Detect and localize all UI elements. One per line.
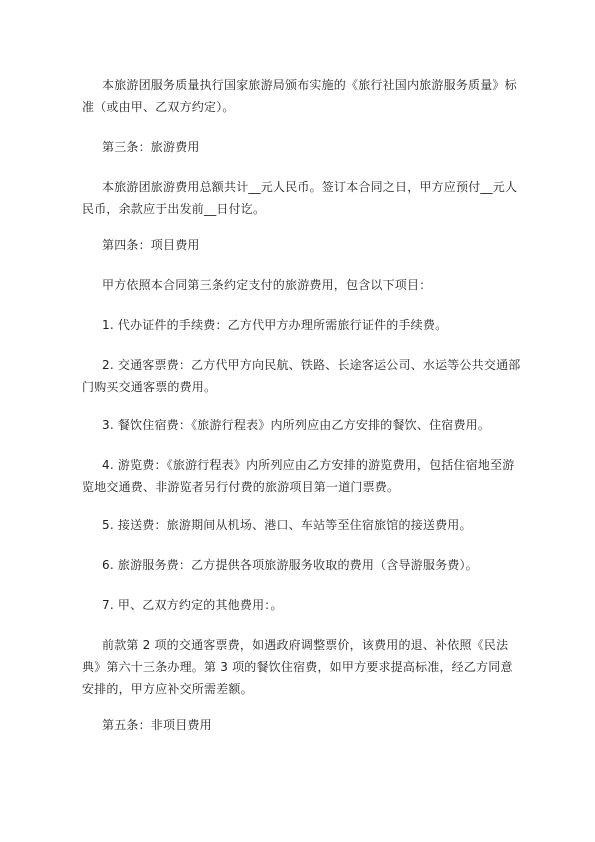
list-item-6: 6. 旅游服务费：乙方提供各项旅游服务收取的费用（含导游服务费）。 [102, 558, 478, 572]
paragraph-items-intro: 甲方依照本合同第三条约定支付的旅游费用，包含以下项目： [102, 278, 432, 292]
heading-article-3: 第三条：旅游费用 [102, 140, 200, 154]
list-item-2: 2. 交通客票费：乙方代甲方向民航、铁路、长途客运公司、水运等公共交通部门购买交通客票的费用。 [82, 358, 521, 394]
heading-article-4: 第四条：项目费用 [102, 238, 200, 252]
list-item-5: 5. 接送费：旅游期间从机场、港口、车站等至住宿旅馆的接送费用。 [102, 518, 472, 532]
heading-article-5: 第五条：非项目费用 [102, 718, 212, 732]
paragraph-travel-fee: 本旅游团旅游费用总额共计__元人民币。签订本合同之日，甲方应预付__元人民币，余款应于出发前__日付讫。 [82, 180, 518, 216]
list-item-4: 4. 游览费：《旅游行程表》内所列应由乙方安排的游览费用，包括住宿地至游览地交通费、非游览者另行付费的旅游项目第一道门票费。 [82, 458, 515, 494]
paragraph-quality-standard: 本旅游团服务质量执行国家旅游局颁布实施的《旅行社国内旅游服务质量》标准（或由甲、乙双方约定）。 [82, 78, 517, 114]
list-item-3: 3. 餐饮住宿费：《旅游行程表》内所列应由乙方安排的餐饮、住宿费用。 [102, 418, 491, 432]
list-item-7: 7. 甲、乙双方约定的其他费用：。 [102, 598, 283, 612]
list-item-1: 1. 代办证件的手续费：乙方代甲方办理所需旅行证件的手续费。 [102, 318, 448, 332]
paragraph-adjustments: 前款第 2 项的交通客票费，如遇政府调整票价，该费用的退、补依照《民法典》第六十三条办理。第 3 项的餐饮住宿费，如甲方要求提高标准，经乙方同意安排的，甲方应补交所需差额。 [82, 638, 513, 696]
